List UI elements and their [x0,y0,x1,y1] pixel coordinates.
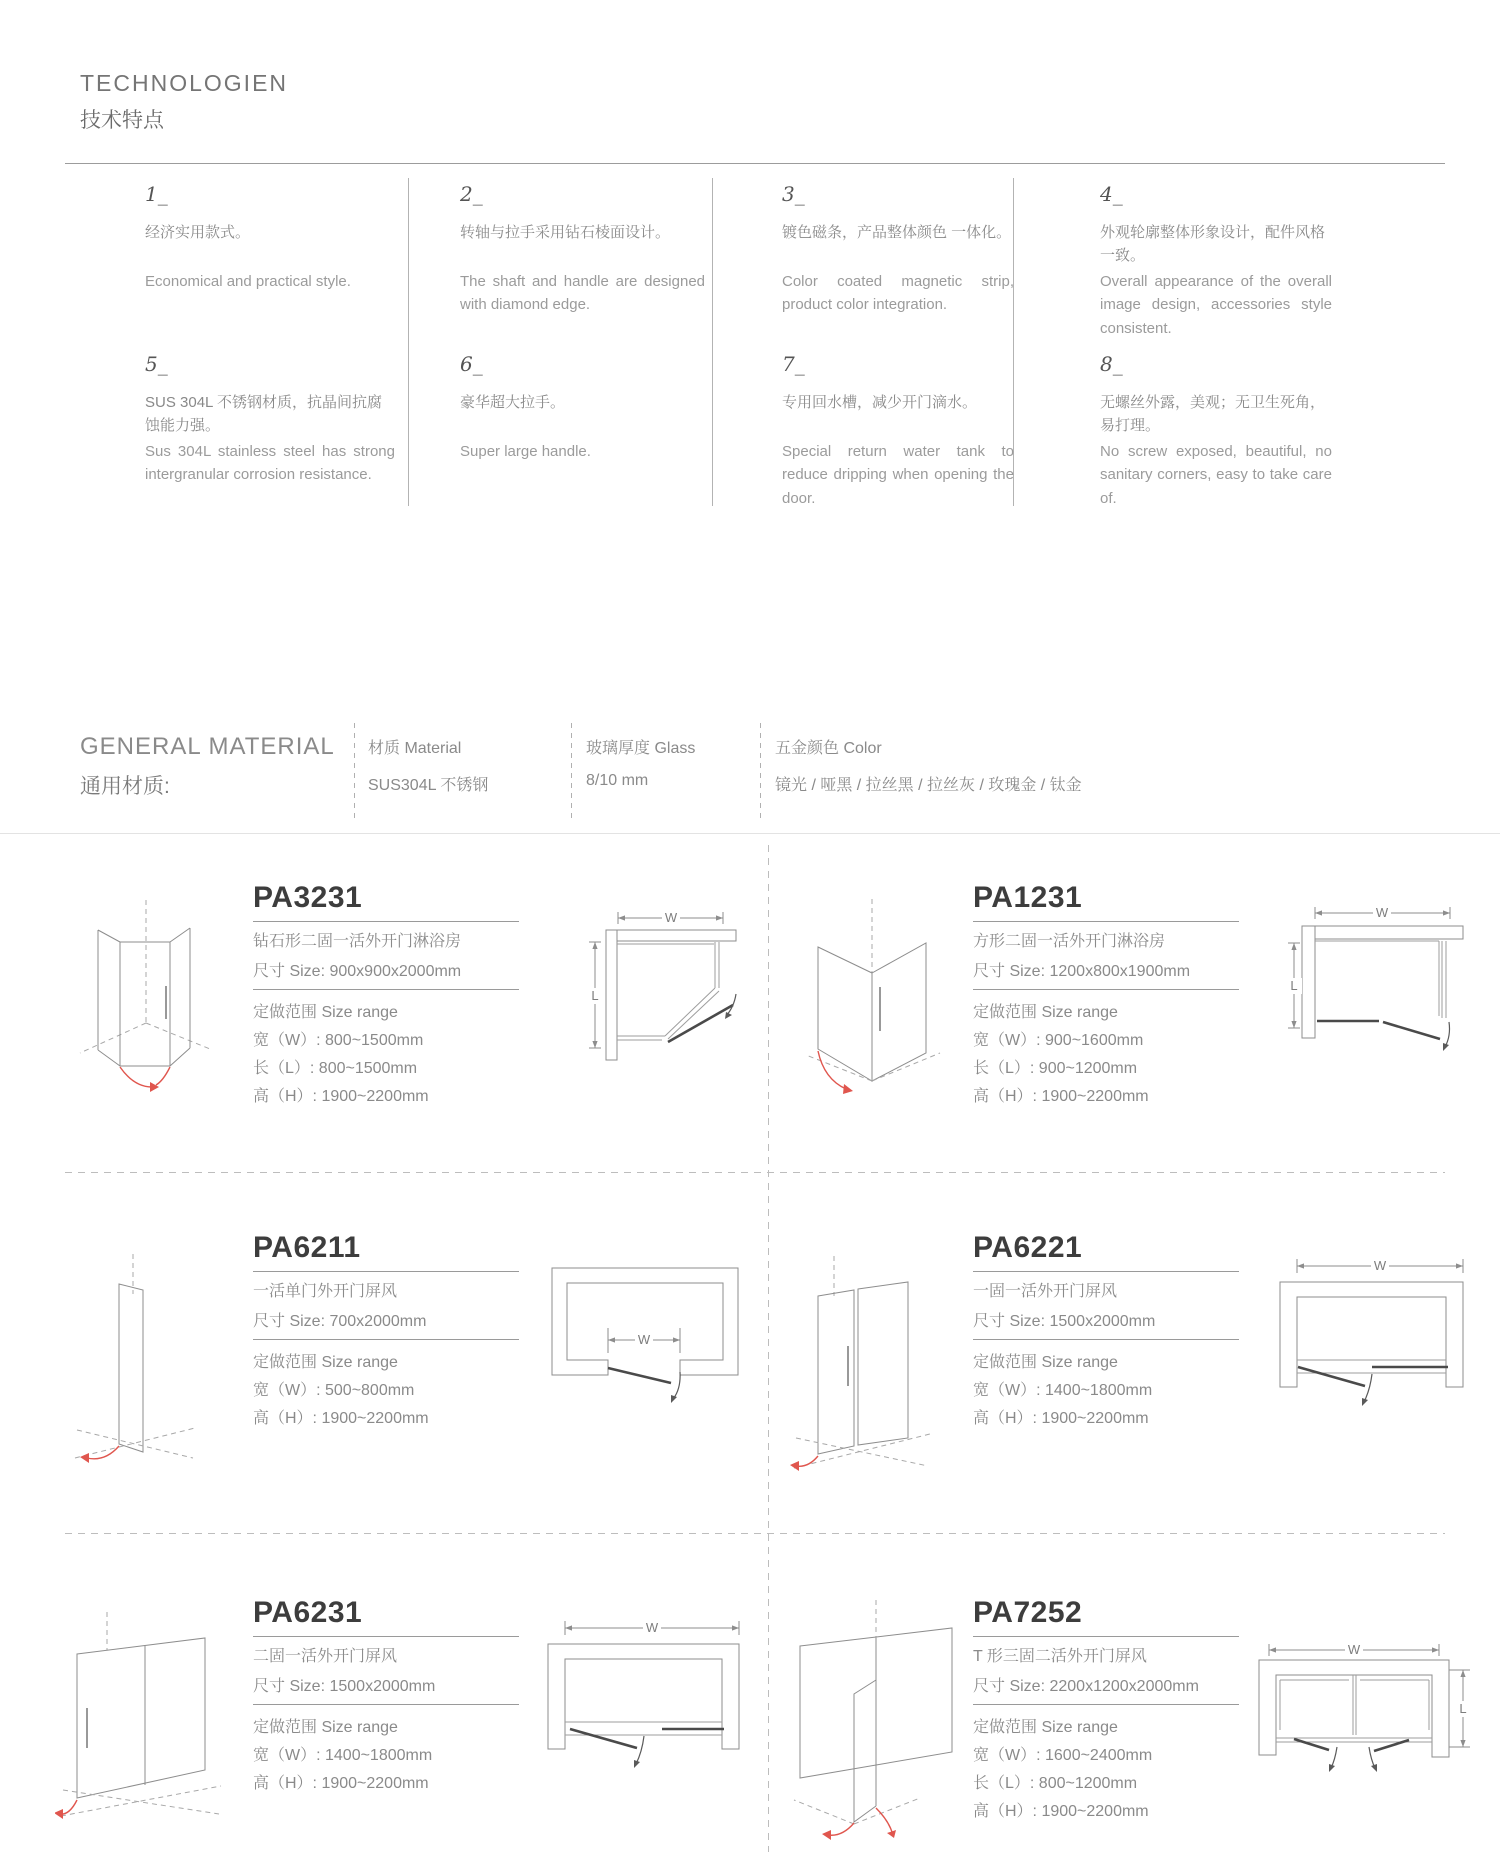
feature-number: 2_ [460,182,483,206]
section-title-technologien: TECHNOLOGIEN [80,70,289,96]
divider-line [973,989,1239,990]
feature-text-en: Economical and practical style. [145,273,351,290]
dim-label-w: W [664,910,678,925]
pa6211-iso-drawing [65,1242,215,1487]
divider-line [973,921,1239,922]
material-divider-dashed [354,723,355,818]
product-model: PA6231 [253,1596,363,1629]
feature-text-cn: 外观轮廓整体形象设计，配件风格一致。 [1100,224,1326,264]
size-value: 700x2000mm [329,1312,427,1330]
feature-column-divider [712,178,713,506]
material-label: 材质 Material [368,740,462,757]
pa1231-plan-drawing [1282,888,1500,1108]
feature-number: 5_ [145,352,168,376]
size-value: 2200x1200x2000mm [1049,1677,1199,1695]
header-divider-line [65,163,1445,164]
product-name-cn: 一活单门外开门屏风 [253,1283,398,1300]
product-card-pa1231 [973,883,1245,1106]
dim-height: 高（H）: 1900~2200mm [973,1087,1149,1105]
feature-number: 4_ [1100,182,1123,206]
divider-line [973,1339,1239,1340]
section-title-material-cn: 通用材质: [80,775,170,798]
size-range-label: 定做范围 Size range [973,1003,1118,1021]
feature-item-7 [782,352,1014,510]
size-label: 尺寸 Size: [253,1677,326,1695]
dim-label-l: L [1459,1701,1467,1716]
feature-text-cn: SUS 304L 不锈钢材质，抗晶间抗腐蚀能力强。 [145,394,382,434]
feature-number: 3_ [782,182,805,206]
dim-width: 宽（W）: 1600~2400mm [973,1746,1153,1764]
feature-number: 7_ [782,352,805,376]
divider-line [253,1704,519,1705]
product-card-pa6231 [253,1598,525,1793]
product-card-pa3231 [253,883,525,1106]
size-label: 尺寸 Size: [253,962,326,980]
divider-line [973,1704,1239,1705]
product-grid-horizontal-dashed-divider [65,1533,1445,1534]
size-range-label: 定做范围 Size range [973,1718,1118,1736]
product-name-cn: 钻石形二固一活外开门淋浴房 [253,933,462,950]
dim-length: 长（L）: 800~1500mm [253,1059,418,1077]
dim-width: 宽（W）: 900~1600mm [973,1031,1144,1049]
feature-item-5 [145,352,395,487]
pa6221-plan-drawing [1272,1250,1500,1440]
dim-height: 高（H）: 1900~2200mm [253,1774,429,1792]
feature-text-en: Special return water tank to reduce dripping when opening the door. [782,443,1014,507]
glass-label: 玻璃厚度 Glass [586,740,696,757]
dim-height: 高（H）: 1900~2200mm [973,1409,1149,1427]
pa1231-iso-drawing [788,883,958,1123]
product-name-cn: 方形二固一活外开门淋浴房 [973,933,1166,950]
dim-label-l: L [591,988,599,1003]
feature-text-cn: 无螺丝外露，美观；无卫生死角，易打理。 [1100,394,1326,434]
product-name-cn: 一固一活外开门屏风 [973,1283,1118,1300]
section-title-technologien-cn: 技术特点 [80,109,164,132]
size-label: 尺寸 Size: [973,1312,1046,1330]
divider-line [253,1339,519,1340]
feature-text-en: Overall appearance of the overall image design, accessories style consistent. [1100,273,1332,337]
product-card-pa6221 [973,1233,1245,1428]
size-range-label: 定做范围 Size range [253,1718,398,1736]
pa7252-iso-drawing [780,1592,965,1852]
material-divider-dashed [760,723,761,818]
divider-line [973,1271,1239,1272]
material-value: SUS304L 不锈钢 [368,777,489,794]
dim-length: 长（L）: 900~1200mm [973,1059,1138,1077]
feature-item-6 [460,352,705,463]
feature-text-en: Color coated magnetic strip, product color integration. [782,273,1014,314]
pa6221-iso-drawing [788,1242,948,1487]
feature-item-2 [460,182,705,317]
product-model: PA6211 [253,1231,361,1264]
feature-text-en: Sus 304L stainless steel has strong intergranular corrosion resistance. [145,443,395,484]
feature-item-8 [1100,352,1332,510]
size-label: 尺寸 Size: [973,962,1046,980]
color-label: 五金颜色 Color [775,740,882,757]
dim-length: 长（L）: 800~1200mm [973,1774,1138,1792]
dim-label-w: W [1375,905,1389,920]
section-divider-line [0,833,1500,834]
size-value: 1500x2000mm [1049,1312,1156,1330]
dim-label-w: W [637,1332,651,1347]
dim-width: 宽（W）: 500~800mm [253,1381,415,1399]
feature-column-divider [408,178,409,506]
dim-label-w: W [1373,1258,1387,1273]
dim-height: 高（H）: 1900~2200mm [253,1087,429,1105]
divider-line [253,1636,519,1637]
product-model: PA3231 [253,881,363,914]
dim-height: 高（H）: 1900~2200mm [253,1409,429,1427]
pa6211-plan-drawing [540,1252,780,1442]
material-divider-dashed [571,723,572,818]
feature-number: 8_ [1100,352,1123,376]
feature-text-cn: 镀色磁条，产品整体颜色 一体化。 [782,224,1012,241]
divider-line [253,1271,519,1272]
product-model: PA7252 [973,1596,1083,1629]
pa3231-iso-drawing [60,880,240,1120]
product-model: PA6221 [973,1231,1083,1264]
product-grid-horizontal-dashed-divider [65,1172,1445,1173]
divider-line [973,1636,1239,1637]
size-range-label: 定做范围 Size range [253,1353,398,1371]
color-value: 镜光 / 哑黑 / 拉丝黑 / 拉丝灰 / 玫瑰金 / 钛金 [775,777,1082,794]
dim-label-w: W [645,1620,659,1635]
size-range-label: 定做范围 Size range [253,1003,398,1021]
feature-text-cn: 豪华超大拉手。 [460,394,566,411]
dim-width: 宽（W）: 1400~1800mm [973,1381,1153,1399]
size-label: 尺寸 Size: [973,1677,1046,1695]
dim-width: 宽（W）: 1400~1800mm [253,1746,433,1764]
feature-item-1 [145,182,395,293]
size-label: 尺寸 Size: [253,1312,326,1330]
feature-text-en: The shaft and handle are designed with diamond edge. [460,273,705,314]
product-card-pa6211 [253,1233,525,1428]
size-value: 900x900x2000mm [329,962,462,980]
feature-text-cn: 经济实用款式。 [145,224,251,241]
glass-value: 8/10 mm [586,772,649,789]
feature-item-3 [782,182,1014,317]
dim-width: 宽（W）: 800~1500mm [253,1031,424,1049]
divider-line [253,921,519,922]
size-value: 1500x2000mm [329,1677,436,1695]
feature-text-en: No screw exposed, beautiful, no sanitary corners, easy to take care of. [1100,443,1332,507]
dim-label-w: W [1347,1642,1361,1657]
dim-label-l: L [1290,978,1298,993]
section-title-material: GENERAL MATERIAL [80,733,335,760]
dim-height: 高（H）: 1900~2200mm [973,1802,1149,1820]
feature-text-en: Super large handle. [460,443,591,460]
size-value: 1200x800x1900mm [1049,962,1191,980]
product-card-pa7252 [973,1598,1245,1821]
product-model: PA1231 [973,881,1083,914]
pa3231-plan-drawing [573,890,763,1110]
product-name-cn: T 形三固二活外开门屏风 [973,1648,1147,1665]
divider-line [253,989,519,990]
size-range-label: 定做范围 Size range [973,1353,1118,1371]
feature-number: 6_ [460,352,483,376]
feature-item-4 [1100,182,1332,340]
feature-text-cn: 专用回水槽，减少开门滴水。 [782,394,978,411]
pa6231-plan-drawing [540,1612,780,1802]
pa7252-plan-drawing [1252,1602,1500,1802]
feature-number: 1_ [145,182,168,206]
product-name-cn: 二固一活外开门屏风 [253,1648,398,1665]
feature-text-cn: 转轴与拉手采用钻石棱面设计。 [460,224,671,241]
pa6231-iso-drawing [55,1602,235,1837]
